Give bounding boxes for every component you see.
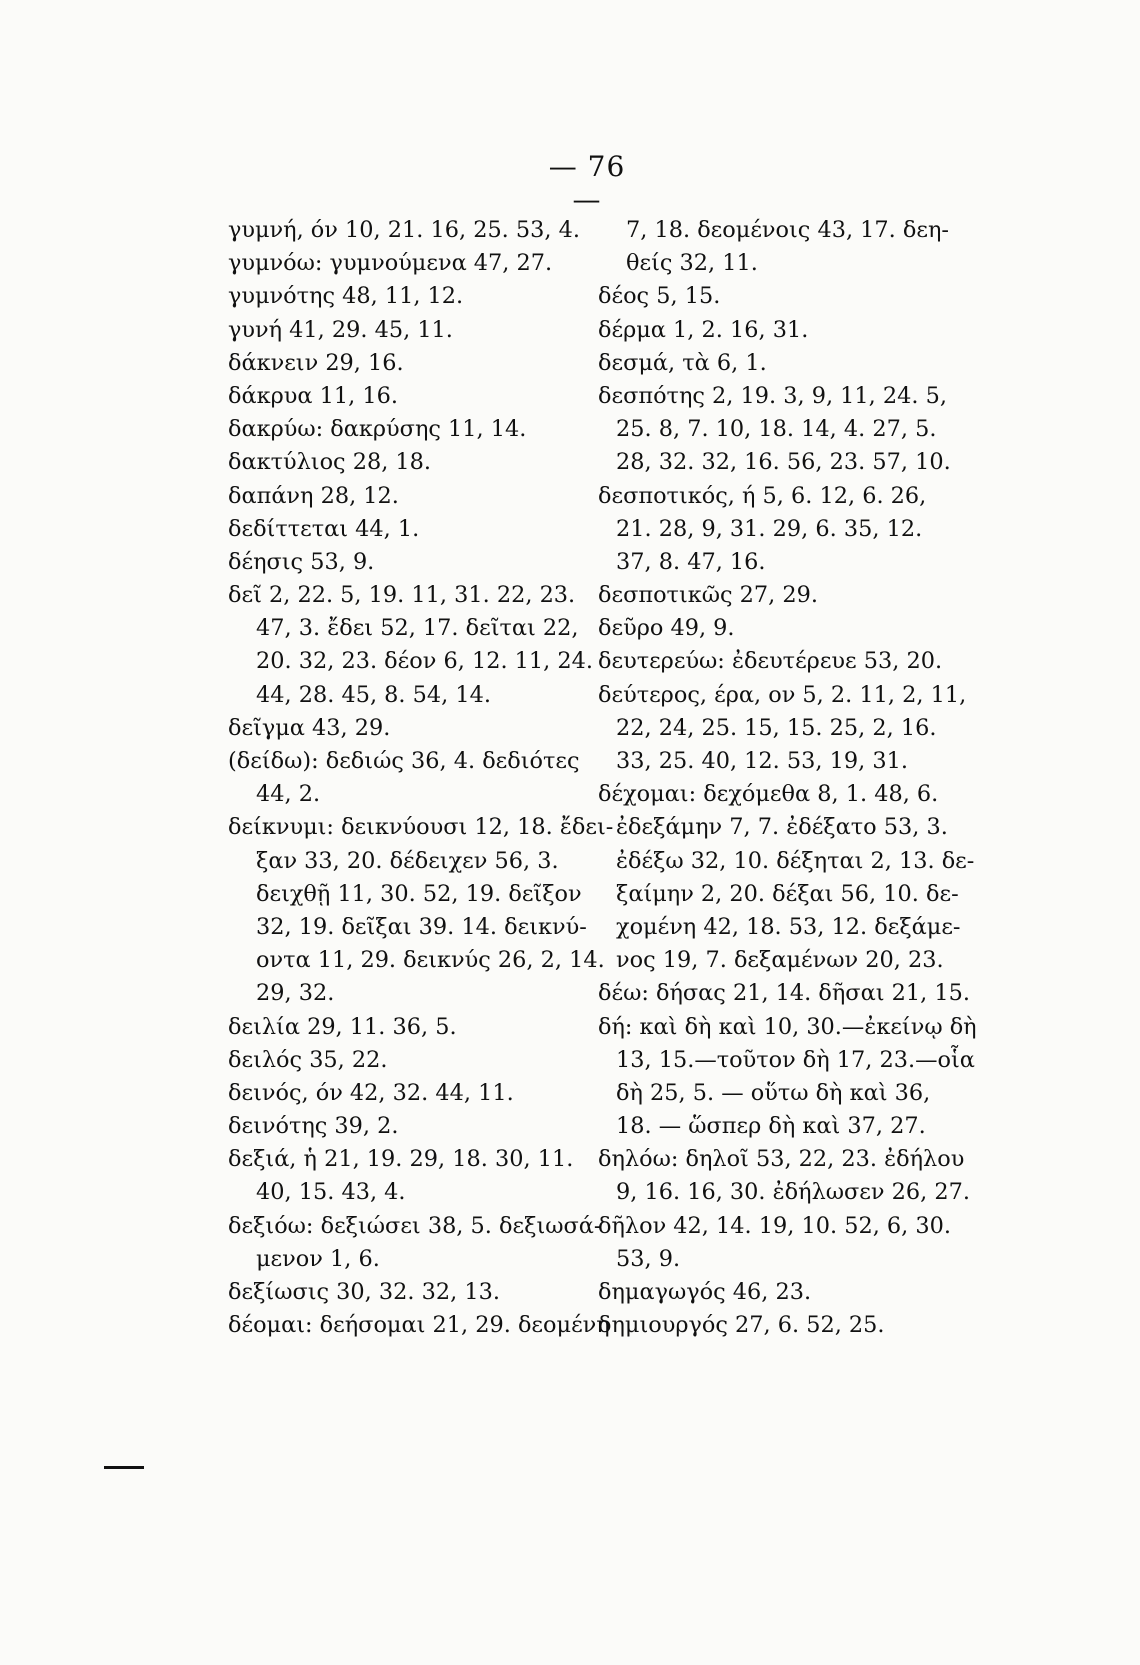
index-line: δῆλον 42, 14. 19, 10. 52, 6, 30. bbox=[598, 1212, 952, 1239]
index-line: ξαίμην 2, 20. δέξαι 56, 10. δε- bbox=[616, 880, 959, 907]
index-line: δακτύλιος 28, 18. bbox=[228, 449, 432, 476]
index-line: δεξιά, ἡ 21, 19. 29, 18. 30, 11. bbox=[228, 1146, 574, 1173]
index-line: δακρύω: δακρύσης 11, 14. bbox=[228, 416, 527, 443]
index-line: 22, 24, 25. 15, 15. 25, 2, 16. bbox=[616, 714, 937, 741]
index-line: δεινός, όν 42, 32. 44, 11. bbox=[228, 1079, 514, 1106]
index-line: 20. 32, 23. δέον 6, 12. 11, 24. bbox=[256, 648, 594, 675]
index-line: 47, 3. ἔδει 52, 17. δεῖται 22, bbox=[256, 615, 579, 642]
index-line: ἐδέξω 32, 10. δέξηται 2, 13. δε- bbox=[616, 847, 975, 874]
page-number: — 76 — bbox=[548, 150, 626, 216]
index-line: δεσπότης 2, 19. 3, 9, 11, 24. 5, bbox=[598, 382, 948, 409]
index-line: γυμνή, όν 10, 21. 16, 25. 53, 4. bbox=[228, 217, 581, 243]
index-line: δείκνυμι: δεικνύουσι 12, 18. ἔδει- bbox=[228, 814, 614, 841]
index-line: 44, 2. bbox=[256, 781, 321, 808]
index-line: δάκνειν 29, 16. bbox=[228, 349, 404, 376]
index-line: δάκρυα 11, 16. bbox=[228, 382, 398, 409]
index-line: δεσποτικῶς 27, 29. bbox=[598, 582, 818, 609]
index-line: 32, 19. δεῖξαι 39. 14. δεικνύ- bbox=[256, 913, 587, 940]
index-line: ξαν 33, 20. δέδειχεν 56, 3. bbox=[256, 847, 559, 874]
index-line: δεσποτικός, ή 5, 6. 12, 6. 26, bbox=[598, 482, 927, 509]
index-line: 33, 25. 40, 12. 53, 19, 31. bbox=[616, 748, 908, 774]
index-line: δεινότης 39, 2. bbox=[228, 1113, 399, 1140]
index-line: νος 19, 7. δεξαμένων 20, 23. bbox=[616, 947, 944, 974]
index-line: δέησις 53, 9. bbox=[228, 548, 375, 575]
index-line: δεσμά, τὰ 6, 1. bbox=[598, 349, 767, 376]
index-line: 9, 16. 16, 30. ἐδήλωσεν 26, 27. bbox=[616, 1179, 970, 1206]
index-line: δέος 5, 15. bbox=[598, 283, 721, 310]
footer-rule bbox=[104, 1466, 144, 1469]
index-line: 7, 18. δεομένοις 43, 17. δεη- bbox=[626, 217, 949, 243]
index-line: ἐδεξάμην 7, 7. ἐδέξατο 53, 3. bbox=[616, 814, 948, 841]
index-line: δέω: δήσας 21, 14. δῆσαι 21, 15. bbox=[598, 980, 970, 1007]
index-line: δέομαι: δεήσομαι 21, 29. δεομένη bbox=[228, 1312, 610, 1339]
index-line: 53, 9. bbox=[616, 1245, 681, 1272]
index-line: γυμνότης 48, 11, 12. bbox=[228, 283, 464, 310]
index-line: 40, 15. 43, 4. bbox=[256, 1179, 406, 1206]
index-line: γυνή 41, 29. 45, 11. bbox=[228, 316, 453, 343]
index-line: δέρμα 1, 2. 16, 31. bbox=[598, 316, 809, 343]
index-line: 28, 32. 32, 16. 56, 23. 57, 10. bbox=[616, 449, 951, 476]
index-line: 21. 28, 9, 31. 29, 6. 35, 12. bbox=[616, 515, 923, 542]
index-line: δεξίωσις 30, 32. 32, 13. bbox=[228, 1279, 500, 1305]
index-line: δὴ 25, 5. — οὕτω δὴ καὶ 36, bbox=[616, 1079, 931, 1106]
index-line: 29, 32. bbox=[256, 980, 335, 1007]
index-line: γυμνόω: γυμνούμενα 47, 27. bbox=[228, 250, 553, 277]
index-line: δεῖ 2, 22. 5, 19. 11, 31. 22, 23. bbox=[228, 582, 576, 609]
index-line: 44, 28. 45, 8. 54, 14. bbox=[256, 681, 491, 708]
index-line: (δείδω): δεδιώς 36, 4. δεδιότες bbox=[228, 748, 580, 774]
index-line: δεδίττεται 44, 1. bbox=[228, 515, 420, 542]
index-line: οντα 11, 29. δεικνύς 26, 2, 14. bbox=[256, 947, 605, 974]
index-line: 25. 8, 7. 10, 18. 14, 4. 27, 5. bbox=[616, 416, 937, 443]
index-line: δειλία 29, 11. 36, 5. bbox=[228, 1013, 457, 1040]
index-line: 18. — ὥσπερ δὴ καὶ 37, 27. bbox=[616, 1113, 926, 1140]
index-line: δεῦρο 49, 9. bbox=[598, 615, 735, 642]
index-line: δεξιόω: δεξιώσει 38, 5. δεξιωσά- bbox=[228, 1212, 602, 1239]
index-line: 37, 8. 47, 16. bbox=[616, 548, 766, 575]
index-line: μενον 1, 6. bbox=[256, 1245, 380, 1272]
index-line: δαπάνη 28, 12. bbox=[228, 482, 399, 509]
index-column-left bbox=[228, 214, 628, 1342]
index-line: 13, 15.—τοῦτον δὴ 17, 23.—οἷα bbox=[616, 1046, 975, 1073]
index-line: θείς 32, 11. bbox=[626, 250, 758, 277]
index-line: δειλός 35, 22. bbox=[228, 1046, 388, 1073]
index-line: δηλόω: δηλοῖ 53, 22, 23. ἐδήλου bbox=[598, 1146, 965, 1173]
index-line: δειχθῇ 11, 30. 52, 19. δεῖξον bbox=[256, 880, 582, 907]
index-line: χομένη 42, 18. 53, 12. δεξάμε- bbox=[616, 913, 961, 940]
index-line: δεύτερος, έρα, ον 5, 2. 11, 2, 11, bbox=[598, 681, 967, 708]
index-line: δέχομαι: δεχόμεθα 8, 1. 48, 6. bbox=[598, 781, 939, 808]
index-line: δευτερεύω: ἐδευτέρευε 53, 20. bbox=[598, 648, 943, 675]
index-line: δημιουργός 27, 6. 52, 25. bbox=[598, 1312, 885, 1339]
index-column-right bbox=[598, 214, 998, 1342]
index-line: δή: καὶ δὴ καὶ 10, 30.—ἐκείνῳ δὴ bbox=[598, 1013, 977, 1040]
index-line: δεῖγμα 43, 29. bbox=[228, 714, 391, 741]
index-line: δημαγωγός 46, 23. bbox=[598, 1279, 812, 1305]
